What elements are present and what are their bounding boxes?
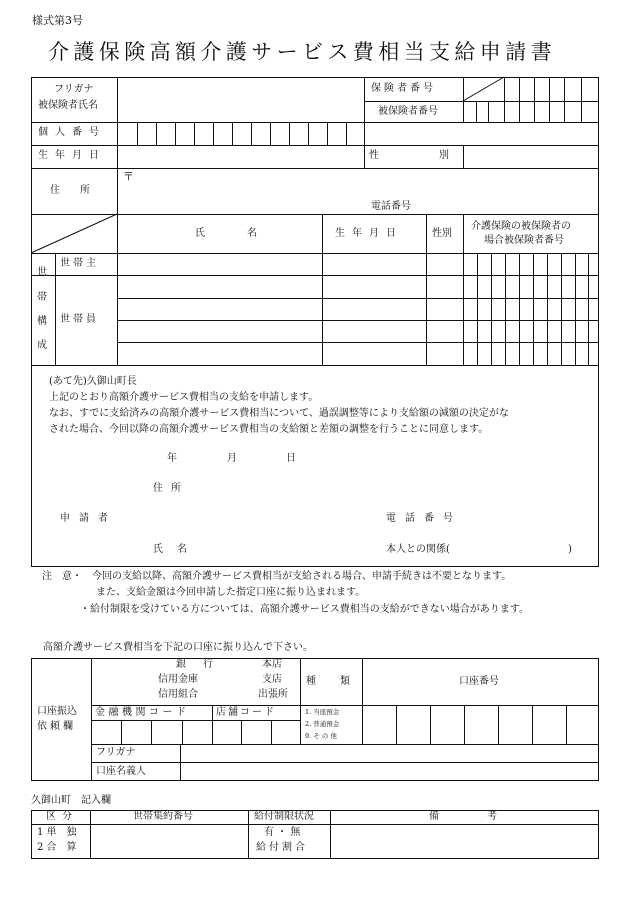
household-sex-header: 性別 — [432, 228, 452, 239]
inst-type-kumiai: 信用組合 — [158, 689, 198, 700]
office-benefit-ratio: 給付割合 — [256, 842, 308, 853]
office-col-category: 区分 — [46, 811, 78, 822]
office-category-single: 1 単 独 — [37, 827, 77, 838]
branch-type-office: 出張所 — [258, 689, 288, 700]
account-holder-label: 口座名義人 — [96, 766, 146, 777]
furigana-label: フリガナ — [54, 84, 94, 95]
bank-section-label-1: 口座振込 — [37, 706, 77, 717]
office-section-title: 久御山町 記入欄 — [31, 795, 111, 806]
office-category-combined: 2 合 算 — [37, 842, 77, 853]
date-month-label: 月 — [227, 453, 237, 464]
form-number: 様式第3号 — [32, 14, 83, 27]
account-type-ordinary: 2. 普通預金 — [305, 720, 340, 728]
postal-mark: 〒 — [123, 170, 134, 183]
household-head-label: 世帯主 — [60, 258, 99, 269]
applicant-name-label: 氏名 — [153, 544, 201, 555]
applicant-phone-label: 電話番号 — [386, 513, 462, 524]
notes-label: 注 意・ — [42, 571, 82, 582]
household-birthdate-header: 生年月日 — [335, 228, 403, 239]
office-col-remarks: 備考 — [429, 811, 545, 822]
household-group-char-1: 世 — [37, 267, 47, 278]
phone-label: 電話番号 — [371, 201, 411, 212]
notes-line-1: 今回の支給以降、高額介護サービス費相当が支給される場合、申請手続きは不要となります。 — [92, 571, 512, 582]
insurer-number-label: 保険者番号 — [371, 83, 436, 94]
addressee: (あて先)久御山町長 — [49, 376, 137, 387]
date-year-label: 年 — [167, 453, 177, 464]
branch-type-main: 本店 — [262, 659, 282, 670]
applicant-address-label: 住所 — [153, 483, 189, 494]
household-group-char-3: 構 — [37, 316, 47, 327]
branch-code-label: 店舗コード — [216, 707, 276, 718]
sex-label: 性別 — [369, 150, 509, 161]
individual-number-label: 個人番号 — [38, 127, 106, 138]
notes-line-3: ・給付制限を受けている方については、高額介護サービス費相当の支給ができない場合があります。 — [80, 604, 529, 615]
account-type-current: 1. 当座預金 — [305, 708, 340, 716]
account-type-other: 9. そ の 他 — [305, 732, 337, 740]
household-member-label: 世帯員 — [60, 314, 99, 325]
applicant-label: 申請者 — [60, 513, 117, 524]
household-group-char-2: 帯 — [37, 292, 47, 303]
address-label: 住所 — [50, 185, 110, 196]
office-restriction-yes-no: 有 ・ 無 — [264, 827, 301, 838]
relation-close: ) — [568, 544, 572, 555]
inst-code-label: 金融機関コード — [95, 707, 190, 718]
declaration-line-2: なお、すでに支給済みの高額介護サービス費相当について、過誤調整等により支給額の減額の決定がな — [49, 408, 509, 419]
inst-type-bank: 銀行 — [176, 659, 230, 670]
account-number-label: 口座番号 — [459, 676, 499, 687]
notes-line-2: また、支給金額は今回申請した指定口座に振り込まれます。 — [96, 587, 366, 598]
branch-type-branch: 支店 — [262, 674, 282, 685]
household-insured-header-2: 場合被保険者番号 — [484, 235, 564, 246]
declaration-line-3: された場合、今回以降の高額介護サービス費相当の支給額と差額の調整を行うことに同意します。 — [49, 424, 489, 435]
household-group-char-4: 成 — [37, 340, 47, 351]
relation-label: 本人との関係( — [386, 544, 450, 555]
household-insured-header-1: 介護保険の被保険者の — [471, 221, 571, 232]
page-title: 介護保険高額介護サービス費相当支給申請書 — [48, 40, 556, 64]
insured-name-label: 被保険者氏名 — [38, 100, 98, 111]
office-col-restriction: 給付制限状況 — [254, 811, 314, 822]
insured-number-label: 被保険者番号 — [378, 106, 438, 117]
birthdate-label: 生年月日 — [38, 150, 106, 161]
date-day-label: 日 — [286, 453, 296, 464]
office-col-household-no: 世帯集約番号 — [133, 811, 193, 822]
bank-intro: 高額介護サービス費相当を下記の口座に振り込んで下さい。 — [43, 642, 313, 653]
declaration-line-1: 上記のとおり高額介護サービス費相当の支給を申請します。 — [49, 392, 319, 403]
account-type-label: 種類 — [306, 676, 374, 687]
holder-furigana-label: フリガナ — [96, 747, 136, 758]
household-name-header: 氏名 — [195, 228, 299, 239]
bank-section-label-2: 依頼欄 — [37, 721, 76, 732]
inst-type-shinkin: 信用金庫 — [158, 674, 198, 685]
